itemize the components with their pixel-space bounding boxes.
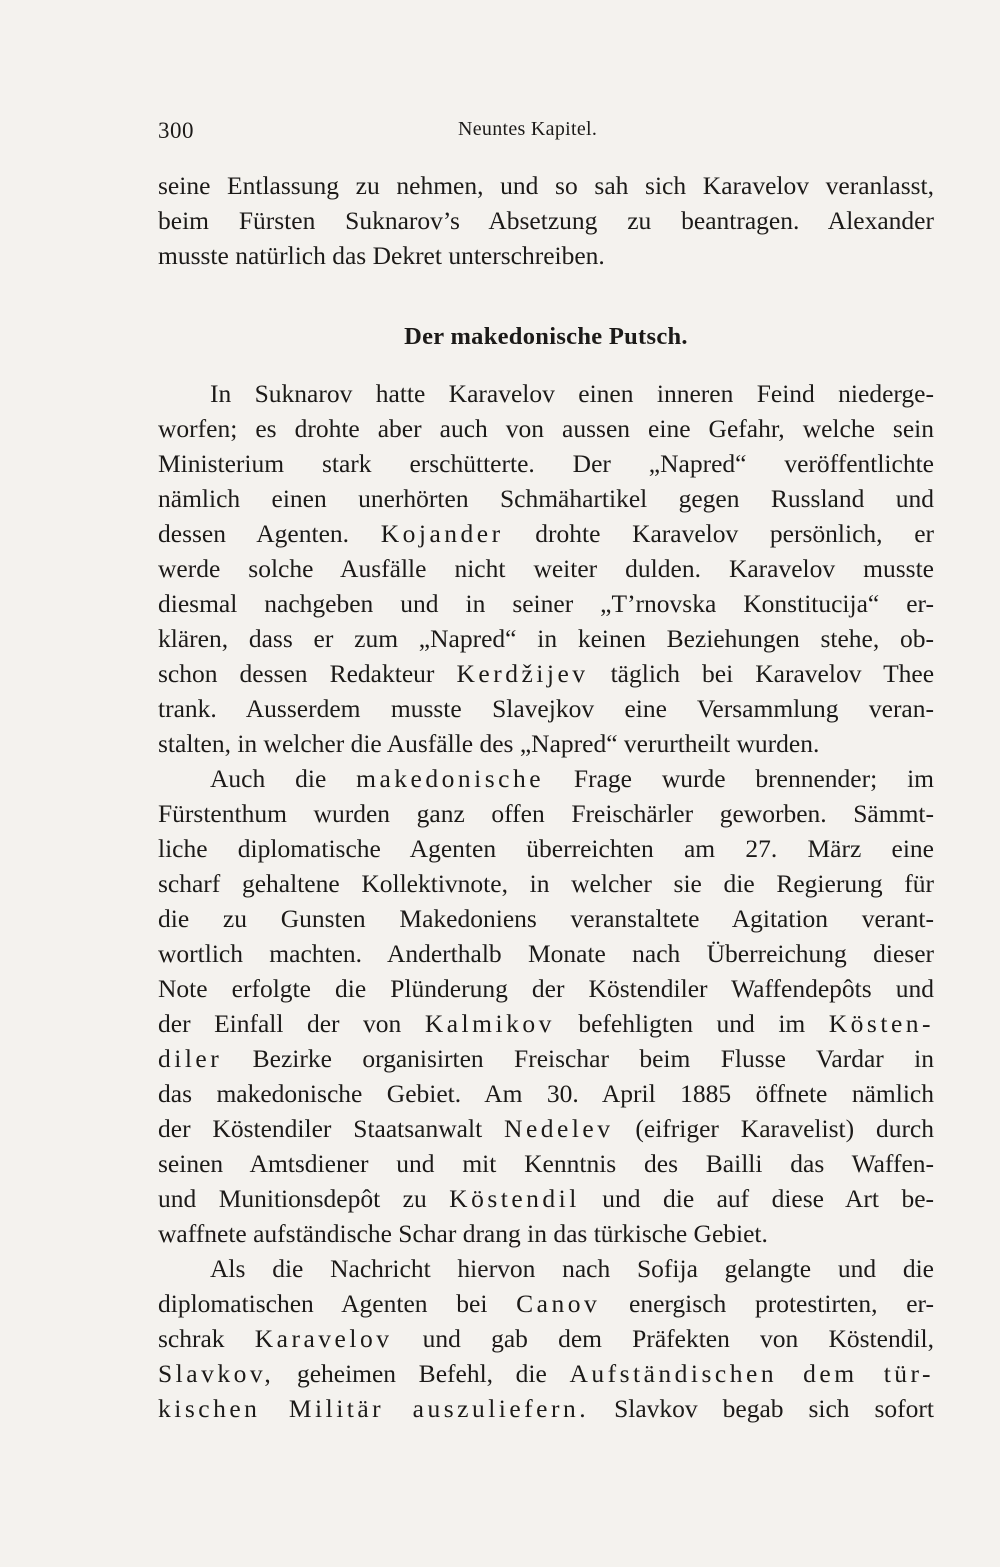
text-segment: dessen Agenten. — [158, 519, 350, 548]
spaced-name: Köstendil — [449, 1184, 580, 1213]
text-segment: der Einfall der von — [158, 1009, 402, 1038]
page-header — [158, 118, 934, 148]
text-segment: schon dessen Redakteur — [158, 659, 435, 688]
text-line: Note erfolgte die Plünderung der Köstendiler Waffendepôts und — [158, 974, 934, 1003]
text-line — [158, 516, 934, 551]
text-segment: und Munitionsdepôt zu — [158, 1184, 427, 1213]
text-line — [158, 1391, 934, 1426]
text-segment: Frage wurde brennender; im — [573, 764, 934, 793]
spaced-name: Kösten- — [828, 1009, 934, 1038]
section-heading: Der makedonische Putsch. — [404, 323, 688, 350]
text-line — [158, 1111, 934, 1146]
text-line: waffnete aufständische Schar drang in das türkische Gebiet. — [158, 1219, 768, 1248]
text-line: scharf gehaltene Kollektivnote, in welcher sie die Regierung für — [158, 869, 934, 898]
spaced-name: Kalmikov — [424, 1009, 555, 1038]
spaced-phrase: Aufständischen dem tür- — [569, 1359, 934, 1388]
text-line: seine Entlassung zu nehmen, und so sah sich Karavelov veranlasst, — [158, 171, 934, 200]
text-line — [158, 1006, 934, 1041]
text-line: die zu Gunsten Makedoniens veranstaltete Agitation verant- — [158, 904, 934, 933]
text-line — [158, 1041, 934, 1076]
text-line: musste natürlich das Dekret unterschreiben. — [158, 241, 605, 270]
text-line — [158, 656, 934, 691]
text-segment: Bezirke organisirten Freischar beim Flusse Vardar in — [252, 1044, 934, 1073]
body-text — [158, 376, 934, 1426]
text-segment: (eifriger Karavelist) durch — [635, 1114, 934, 1143]
text-line — [158, 1286, 934, 1321]
text-line: werde solche Ausfälle nicht weiter dulden. Karavelov musste — [158, 554, 934, 583]
text-line — [158, 1181, 934, 1216]
spaced-word: makedonische — [356, 764, 545, 793]
spaced-name: Slavkov, — [158, 1359, 275, 1388]
text-segment: Slavkov begab sich sofort — [614, 1394, 934, 1423]
text-line — [158, 1356, 934, 1391]
text-line: trank. Ausserdem musste Slavejkov eine Versammlung veran- — [158, 694, 934, 723]
text-segment: der Köstendiler Staatsanwalt — [158, 1114, 483, 1143]
spaced-name: diler — [158, 1044, 223, 1073]
text-line: liche diplomatische Agenten überreichten am 27. März eine — [158, 834, 934, 863]
spaced-name: Canov — [516, 1289, 601, 1318]
text-segment: schrak — [158, 1324, 225, 1353]
text-line: nämlich einen unerhörten Schmähartikel gegen Russland und — [158, 484, 934, 513]
text-segment: befehligten und im — [578, 1009, 806, 1038]
spaced-name: Nedelev — [504, 1114, 614, 1143]
text-line: Fürstenthum wurden ganz offen Freischärler geworben. Sämmt- — [158, 799, 934, 828]
text-segment: geheimen Befehl, die — [296, 1359, 547, 1388]
text-line — [158, 761, 934, 796]
text-segment: drohte Karavelov persönlich, er — [535, 519, 934, 548]
page-number: 300 — [158, 118, 194, 143]
text-line: seinen Amtsdiener und mit Kenntnis des Bailli das Waffen- — [158, 1149, 934, 1178]
text-segment: diplomatischen Agenten bei — [158, 1289, 488, 1318]
text-segment: energisch protestirten, er- — [629, 1289, 934, 1318]
text-line: klären, dass er zum „Napred“ in keinen Beziehungen stehe, ob- — [158, 624, 934, 653]
text-line: Als die Nachricht hiervon nach Sofija gelangte und die — [210, 1254, 934, 1283]
text-line: worfen; es drohte aber auch von aussen eine Gefahr, welche sein — [158, 414, 934, 443]
text-line: das makedonische Gebiet. Am 30. April 1885 öffnete nämlich — [158, 1079, 934, 1108]
text-line: In Suknarov hatte Karavelov einen inneren Feind niederge- — [210, 379, 934, 408]
text-segment: und gab dem Präfekten von Köstendil, — [422, 1324, 934, 1353]
text-line: stalten, in welcher die Ausfälle des „Napred“ verurtheilt wurden. — [158, 729, 820, 758]
text-line: wortlich machten. Anderthalb Monate nach Überreichung dieser — [158, 939, 934, 968]
text-segment: Auch die — [210, 764, 327, 793]
text-line: Ministerium stark erschütterte. Der „Napred“ veröffentlichte — [158, 449, 934, 478]
text-line — [158, 1321, 934, 1356]
text-line: diesmal nachgeben und in seiner „T’rnovska Konstitucija“ er- — [158, 589, 934, 618]
spaced-name: Karavelov — [254, 1324, 393, 1353]
spaced-name: Kojander — [380, 519, 504, 548]
text-line: beim Fürsten Suknarov’s Absetzung zu beantragen. Alexander — [158, 206, 934, 235]
text-segment: täglich bei Karavelov Thee — [610, 659, 934, 688]
text-segment: und die auf diese Art be- — [602, 1184, 934, 1213]
intro-paragraph — [158, 168, 934, 273]
running-title: Neuntes Kapitel. — [458, 118, 598, 140]
spaced-phrase: kischen Militär auszuliefern. — [158, 1394, 590, 1423]
spaced-name: Kerdžijev — [456, 659, 589, 688]
